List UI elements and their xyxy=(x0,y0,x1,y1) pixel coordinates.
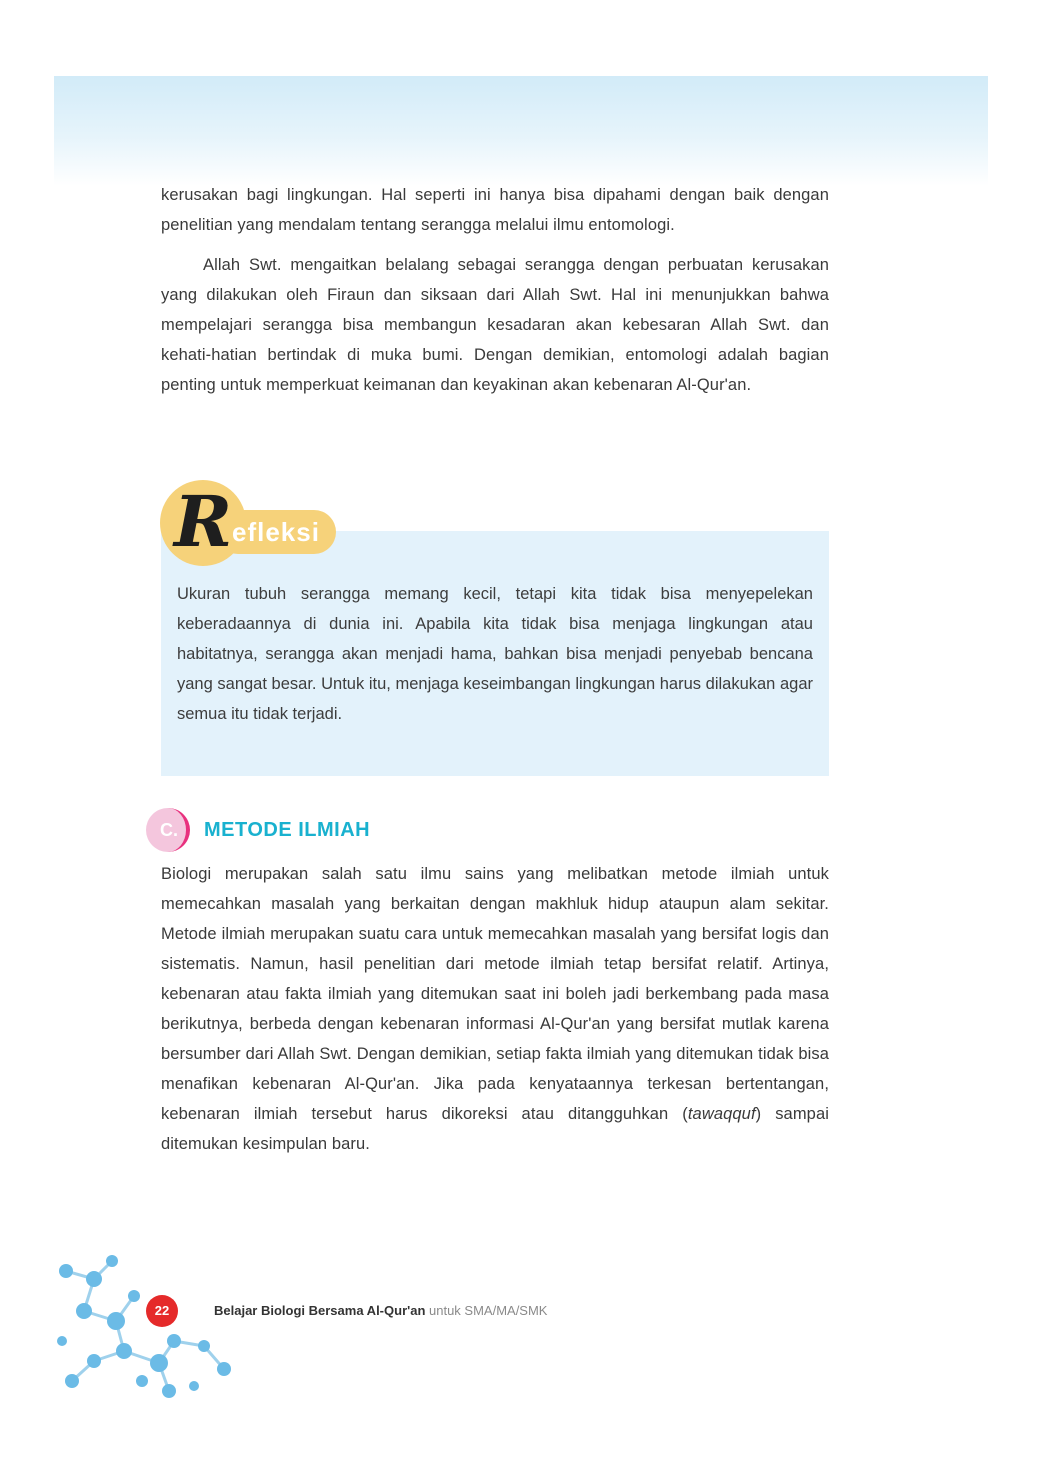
badge-letter: R xyxy=(174,480,233,563)
book-audience: untuk SMA/MA/SMK xyxy=(425,1303,548,1318)
section-heading xyxy=(146,808,546,852)
section-text-part-1: Biologi merupakan salah satu ilmu sains yang melibatkan metode ilmiah untuk memecahkan masalah yang berkaitan dengan makhluk hidup ataupun alam sekitar. Metode ilmiah merupakan suatu cara untuk memecahkan masalah yang bersifat logis dan sistematis. Namun, hasil penelitian dari metode ilmiah tetap bersifat relatif. Artinya, kebenaran atau fakta ilmiah yang ditemukan saat ini boleh jadi berkembang pada masa berikutnya, berbeda dengan kebenaran informasi Al-Qur'an yang bersifat mutlak karena bersumber dari Allah Swt. Dengan demikian, setiap fakta ilmiah yang ditemukan tidak bisa menafikan kebenaran Al-Qur'an. Jika pada kenyataannya terkesan bertentangan, kebenaran ilmiah tersebut harus dikoreksi atau ditangguhkan ( xyxy=(161,865,829,1123)
header-band xyxy=(54,76,988,186)
page-number: 22 xyxy=(146,1295,178,1327)
book-page xyxy=(54,76,988,1406)
section-title: METODE ILMIAH xyxy=(204,819,371,841)
section-letter: C. xyxy=(160,820,178,840)
section-text-part-2: ) sampai ditemukan kesimpulan baru. xyxy=(161,1105,829,1153)
footer-title xyxy=(214,1296,547,1326)
intro-text xyxy=(161,180,829,400)
badge-word: efleksi xyxy=(232,517,320,547)
reflection-badge xyxy=(160,480,390,570)
reflection-text: Ukuran tubuh serangga memang kecil, tetapi kita tidak bisa menyepelekan keberadaannya di dunia ini. Apabila kita tidak bisa menjaga lingkungan atau habitatnya, serangga akan menjadi hama, bahkan bisa menjadi penyebab bencana yang sangat besar. Untuk itu, menjaga keseimbangan lingkungan harus dilakukan agar semua itu tidak terjadi. xyxy=(177,585,813,723)
section-body xyxy=(161,859,829,1159)
section-paragraph xyxy=(161,859,829,1159)
molecule-decoration-icon xyxy=(54,1251,244,1401)
book-title: Belajar Biologi Bersama Al-Qur'an xyxy=(214,1303,426,1318)
italic-term: tawaqquf xyxy=(687,1105,756,1123)
paragraph-2: Allah Swt. mengaitkan belalang sebagai serangga dengan perbuatan kerusakan yang dilakukan oleh Firaun dan siksaan dari Allah Swt. Hal ini menunjukkan bahwa mempelajari serangga bisa membangun kesadaran akan kebesaran Allah Swt. dan kehati-hatian bertindak di muka bumi. Dengan demikian, entomologi adalah bagian penting untuk memperkuat keimanan dan keyakinan akan kebenaran Al-Qur'an. xyxy=(161,256,829,394)
paragraph-1: kerusakan bagi lingkungan. Hal seperti ini hanya bisa dipahami dengan baik dengan penelitian yang mendalam tentang serangga melalui ilmu entomologi. xyxy=(161,186,829,234)
